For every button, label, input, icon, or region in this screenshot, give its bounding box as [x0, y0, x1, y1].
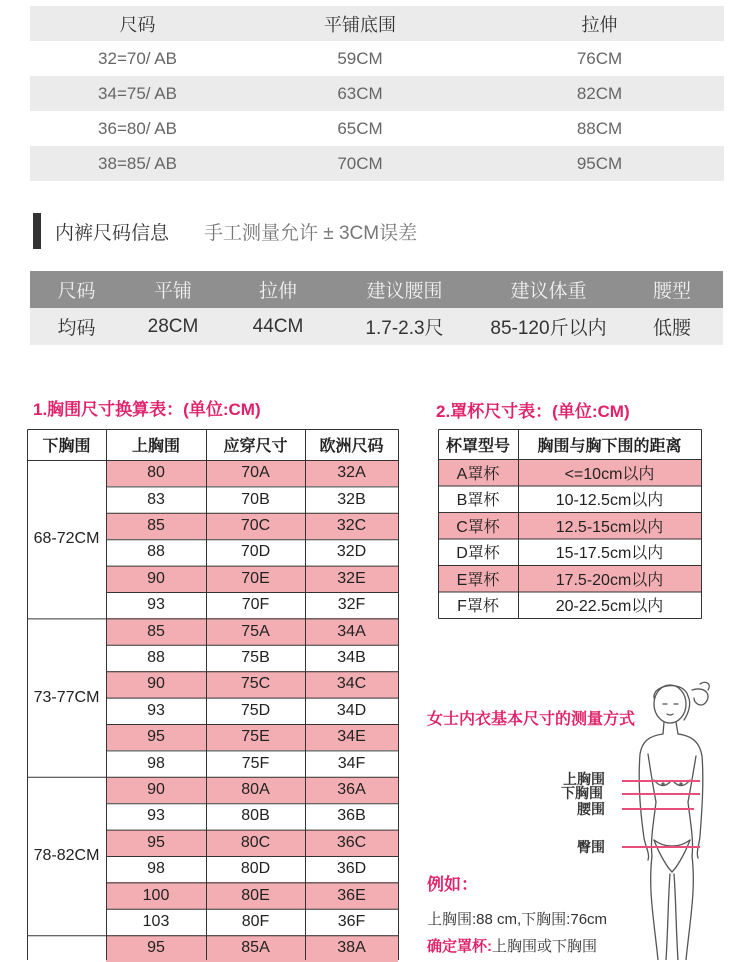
column-header: 上胸围 — [131, 438, 180, 455]
table-cell: 85 — [106, 618, 206, 644]
table-cell: 95 — [106, 935, 206, 961]
table-cell: 36A — [305, 777, 398, 803]
table-cell: 32C — [305, 513, 398, 539]
table-cell: 28CM — [147, 315, 199, 337]
table-cell: 34B — [337, 648, 366, 666]
table-cell: F罩杯 — [457, 598, 499, 616]
table-cell: 10-12.5cm以内 — [555, 492, 664, 510]
female-figure-illustration — [608, 680, 723, 960]
under-bust-label: 下胸围 — [561, 785, 603, 801]
table-cell: 34A — [305, 618, 398, 644]
table-cell: 36F — [337, 912, 366, 930]
table-cell: 75D — [240, 701, 271, 719]
table-row — [30, 111, 724, 146]
table-cell: 85A — [206, 935, 305, 961]
table-cell: 95 — [106, 724, 206, 750]
table-cell: 32D — [336, 543, 367, 561]
band-range-cell: 68-72CM — [33, 530, 100, 548]
table-cell: 80F — [241, 912, 270, 930]
table-row — [30, 146, 724, 181]
table-cell: 63CM — [337, 83, 383, 103]
header-waist-type: 腰型 — [652, 281, 691, 302]
table-cell: 70E — [206, 566, 305, 592]
table-cell: 80 — [106, 460, 206, 486]
table-cell: 均码 — [57, 318, 96, 339]
table-grid-lines — [27, 429, 399, 960]
upper-bust-label: 上胸围 — [563, 771, 605, 787]
bra-size-table — [30, 6, 724, 181]
header-weight: 建议体重 — [510, 281, 587, 302]
table-cell: 32B — [337, 490, 366, 508]
table-cell: 36E — [305, 882, 398, 908]
table-cell: 70C — [206, 513, 305, 539]
header-size: 尺码 — [57, 281, 96, 302]
panties-section-subtitle: 手工测量允许 ± 3CM误差 — [204, 223, 418, 244]
table-cell: 36B — [337, 807, 366, 825]
table-cell: A罩杯 — [438, 459, 518, 486]
table-cell: 75B — [241, 648, 270, 666]
example-line-1: 上胸围:88 cm,下胸围:76cm — [427, 911, 608, 928]
table-cell: 98 — [147, 860, 165, 878]
table-header-row — [30, 271, 723, 308]
table-cell: 88 — [147, 543, 165, 561]
table-cell: 32A — [305, 460, 398, 486]
panties-section-title: 内裤尺码信息 — [55, 223, 170, 244]
table-cell: 12.5-15cm以内 — [518, 512, 701, 539]
table-cell: 70D — [240, 543, 271, 561]
table-cell: 44CM — [252, 315, 304, 337]
table-cell: 75C — [206, 671, 305, 697]
waist-label: 腰围 — [577, 801, 605, 817]
table-cell: 32F — [337, 596, 366, 614]
table-cell: 88 — [147, 648, 165, 666]
table-cell: 80B — [241, 807, 270, 825]
table-cell: 34D — [336, 701, 367, 719]
table-cell: 70A — [206, 460, 305, 486]
table-cell: 75E — [206, 724, 305, 750]
example-rest: 上胸围或下胸围 — [492, 938, 598, 955]
table-cell: 90 — [106, 566, 206, 592]
example-line-2 — [427, 935, 597, 956]
table-cell: 85 — [106, 513, 206, 539]
example-highlight: 确定罩杯: — [427, 938, 492, 955]
table-cell: 59CM — [337, 48, 383, 68]
under-bust-line — [622, 793, 700, 795]
table-cell: 36=80/ AB — [98, 118, 177, 138]
table-cell: 80E — [206, 882, 305, 908]
table-cell: 15-17.5cm以内 — [555, 545, 664, 563]
table-cell: 80C — [206, 830, 305, 856]
table-cell: 75F — [241, 754, 270, 772]
table-header-row — [30, 6, 724, 41]
table-cell: 90 — [106, 671, 206, 697]
table-cell: E罩杯 — [438, 565, 518, 592]
column-header: 欧洲尺码 — [319, 438, 384, 455]
table-cell: <=10cm以内 — [518, 459, 701, 486]
table-cell: 38A — [305, 935, 398, 961]
table-cell: 34E — [305, 724, 398, 750]
table-cell: 88CM — [576, 118, 623, 138]
table-cell: D罩杯 — [456, 545, 500, 563]
table-cell: 36D — [336, 860, 367, 878]
band-range-cell: 78-82CM — [33, 846, 100, 864]
table-cell: 17.5-20cm以内 — [518, 565, 701, 592]
table-cell: 80A — [206, 777, 305, 803]
table-cell: 34C — [305, 671, 398, 697]
table-cell: 36C — [305, 830, 398, 856]
bust-conversion-table — [27, 429, 398, 960]
table-cell: 85-120斤以内 — [490, 318, 607, 339]
table-row — [30, 308, 723, 345]
table-cell: 34=75/ AB — [98, 83, 177, 103]
hip-label: 臀围 — [577, 839, 605, 855]
header-stretch: 拉伸 — [581, 14, 618, 35]
table-cell: 34F — [337, 754, 366, 772]
band-range-cell: 73-77CM — [33, 688, 100, 706]
header-flat-band: 平铺底围 — [324, 14, 396, 35]
table-cell: 82CM — [576, 83, 623, 103]
upper-bust-line — [622, 780, 700, 782]
header-stretch: 拉伸 — [258, 281, 297, 302]
header-size: 尺码 — [119, 14, 156, 35]
conversion-table-title: 1.胸围尺寸换算表：(单位:CM) — [33, 400, 261, 419]
column-header: 应穿尺寸 — [223, 438, 288, 455]
table-row — [30, 76, 724, 111]
table-cell: 32=70/ AB — [98, 48, 177, 68]
table-cell: 76CM — [576, 48, 623, 68]
section-marker-bar — [33, 213, 41, 249]
table-row — [30, 41, 724, 76]
table-cell: 95CM — [576, 153, 623, 173]
panties-size-table — [30, 271, 723, 345]
table-cell: 90 — [106, 777, 206, 803]
table-cell: 70F — [241, 596, 270, 614]
hip-line — [622, 846, 700, 848]
table-cell: 80D — [240, 860, 271, 878]
table-cell: 95 — [106, 830, 206, 856]
column-header: 胸围与胸下围的距离 — [537, 437, 682, 455]
table-cell: 38=85/ AB — [98, 153, 177, 173]
table-cell: 98 — [147, 754, 165, 772]
table-cell: 93 — [147, 701, 165, 719]
table-cell: C罩杯 — [438, 512, 518, 539]
table-cell: 20-22.5cm以内 — [555, 598, 664, 616]
table-cell: 70B — [241, 490, 270, 508]
table-cell: 70CM — [337, 153, 383, 173]
table-cell: 93 — [147, 596, 165, 614]
table-cell: 32E — [305, 566, 398, 592]
table-cell: 83 — [147, 490, 165, 508]
column-header: 下胸围 — [42, 438, 91, 455]
table-cell: 100 — [106, 882, 206, 908]
table-cell: 65CM — [337, 118, 383, 138]
waist-line — [622, 808, 694, 810]
example-title: 例如： — [427, 875, 478, 894]
header-flat: 平铺 — [153, 281, 192, 302]
cup-size-table — [438, 429, 701, 619]
table-cell: B罩杯 — [456, 492, 500, 510]
column-header: 杯罩型号 — [445, 437, 510, 455]
measurement-title: 女士内衣基本尺寸的测量方式 — [427, 711, 636, 728]
table-cell: 低腰 — [652, 318, 691, 339]
table-cell: 93 — [147, 807, 165, 825]
cup-table-title: 2.罩杯尺寸表：(单位:CM) — [436, 402, 630, 421]
header-waist: 建议腰围 — [366, 281, 443, 302]
table-cell: 103 — [142, 912, 170, 930]
table-grid-lines — [438, 429, 702, 620]
table-cell: 1.7-2.3尺 — [365, 318, 444, 339]
table-cell: 75A — [206, 618, 305, 644]
